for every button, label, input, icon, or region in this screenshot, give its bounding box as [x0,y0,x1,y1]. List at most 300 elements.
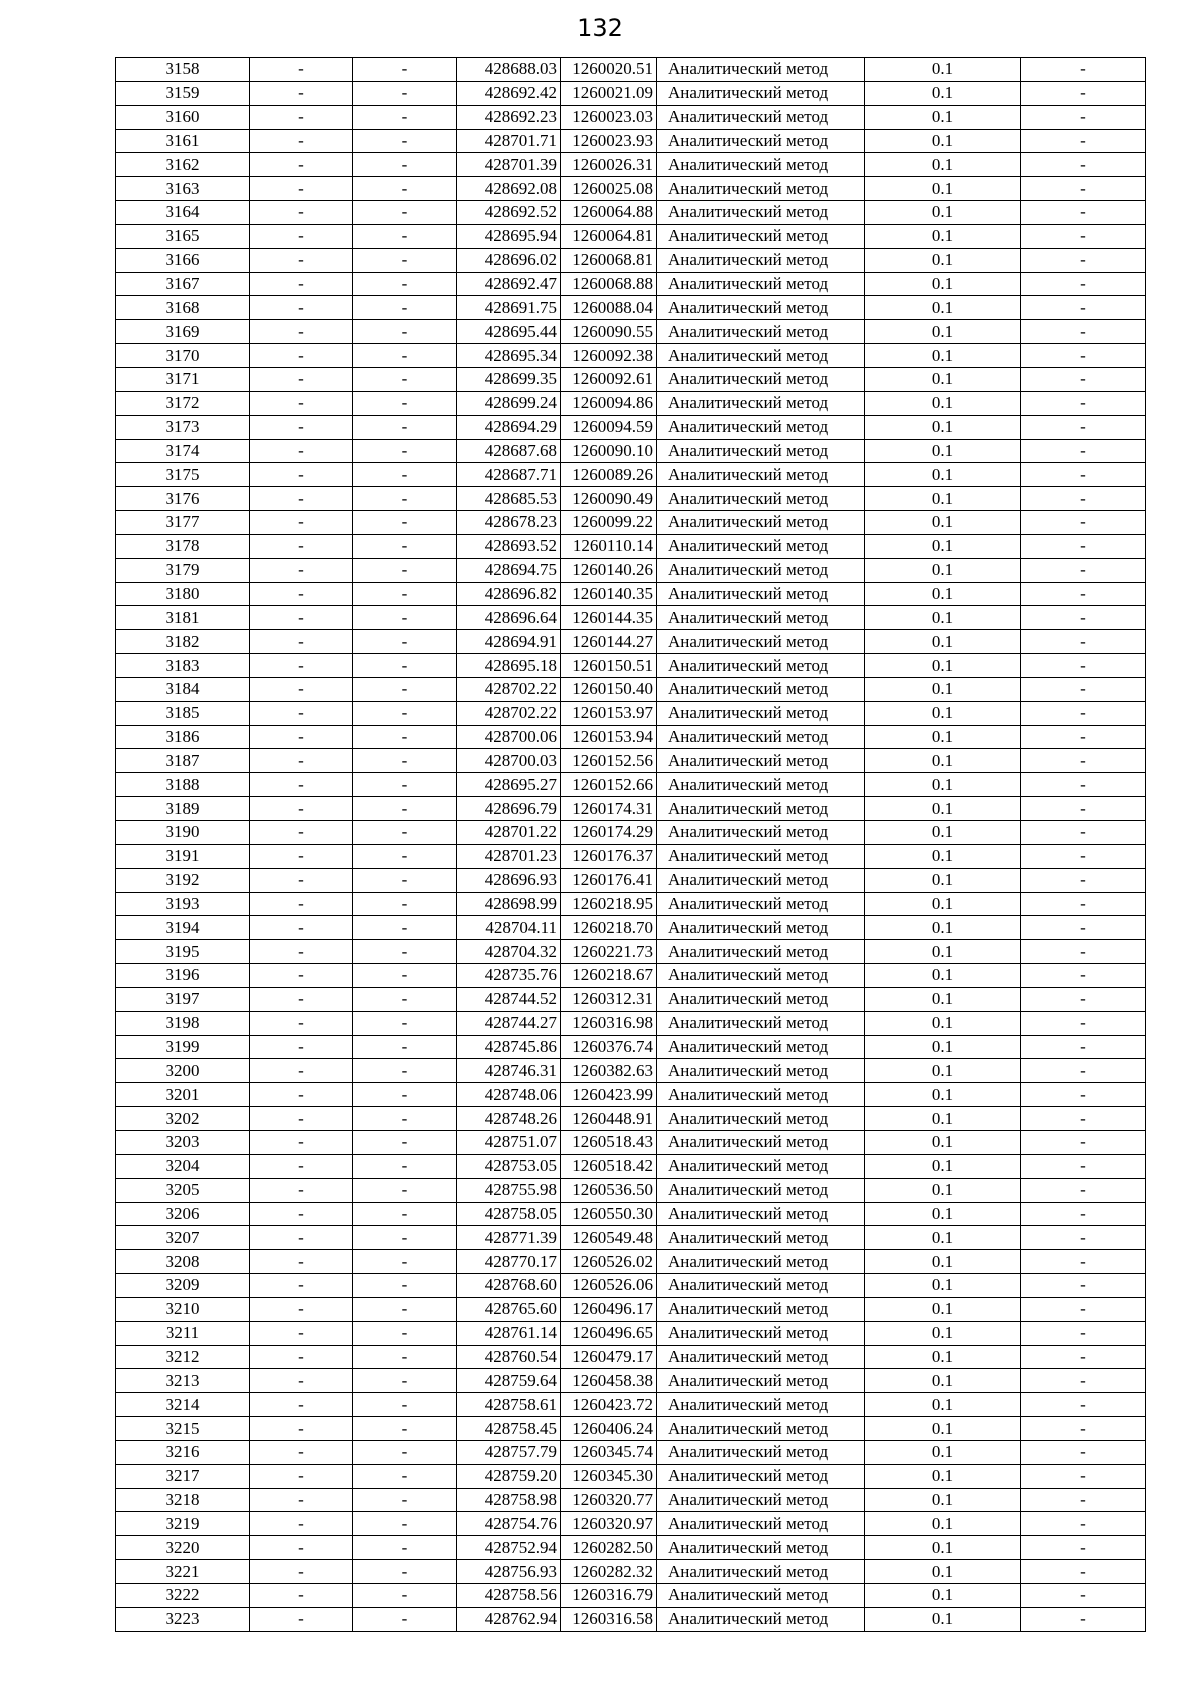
method-cell: Аналитический метод [657,1107,865,1131]
accuracy-cell: 0.1 [865,987,1021,1011]
accuracy-cell: 0.1 [865,1345,1021,1369]
accuracy-cell: 0.1 [865,868,1021,892]
table-row [116,320,1146,344]
note-cell: - [1021,630,1146,654]
coord-y-cell: 1260064.81 [561,224,657,248]
coord-y-cell: 1260406.24 [561,1417,657,1441]
point-number-cell: 3180 [116,582,250,606]
method-cell: Аналитический метод [657,201,865,225]
coord-y-cell: 1260140.26 [561,558,657,582]
coord-x-cell: 428755.98 [457,1178,561,1202]
point-number-cell: 3160 [116,105,250,129]
coord-x-cell: 428701.23 [457,844,561,868]
point-number-cell: 3182 [116,630,250,654]
coord-y-cell: 1260526.02 [561,1250,657,1274]
accuracy-cell: 0.1 [865,1250,1021,1274]
note-cell: - [1021,654,1146,678]
table-row [116,1369,1146,1393]
coord-y-cell: 1260176.37 [561,844,657,868]
coord-y-cell: 1260218.95 [561,892,657,916]
table-row [116,1464,1146,1488]
note-cell: - [1021,1226,1146,1250]
method-cell: Аналитический метод [657,1274,865,1298]
coord-x-cell: 428702.22 [457,677,561,701]
coord-y-cell: 1260218.70 [561,916,657,940]
method-cell: Аналитический метод [657,1154,865,1178]
accuracy-cell: 0.1 [865,1011,1021,1035]
coord-y-cell: 1260026.31 [561,153,657,177]
point-number-cell: 3178 [116,534,250,558]
note-cell: - [1021,177,1146,201]
coord-x-cell: 428759.64 [457,1369,561,1393]
coord-y-cell: 1260092.38 [561,344,657,368]
empty-cell-b: - [353,677,457,701]
table-row [116,1202,1146,1226]
empty-cell-a: - [250,1250,353,1274]
point-number-cell: 3163 [116,177,250,201]
point-number-cell: 3202 [116,1107,250,1131]
accuracy-cell: 0.1 [865,320,1021,344]
coord-x-cell: 428702.22 [457,701,561,725]
coord-x-cell: 428758.56 [457,1584,561,1608]
coord-x-cell: 428696.79 [457,797,561,821]
method-cell: Аналитический метод [657,1178,865,1202]
coord-x-cell: 428704.11 [457,916,561,940]
accuracy-cell: 0.1 [865,797,1021,821]
accuracy-cell: 0.1 [865,749,1021,773]
empty-cell-a: - [250,248,353,272]
table-row [116,1607,1146,1631]
point-number-cell: 3200 [116,1059,250,1083]
note-cell: - [1021,1393,1146,1417]
method-cell: Аналитический метод [657,415,865,439]
method-cell: Аналитический метод [657,1464,865,1488]
coord-y-cell: 1260025.08 [561,177,657,201]
accuracy-cell: 0.1 [865,844,1021,868]
method-cell: Аналитический метод [657,463,865,487]
note-cell: - [1021,1035,1146,1059]
accuracy-cell: 0.1 [865,272,1021,296]
table-row [116,701,1146,725]
note-cell: - [1021,534,1146,558]
point-number-cell: 3162 [116,153,250,177]
method-cell: Аналитический метод [657,749,865,773]
empty-cell-b: - [353,1202,457,1226]
empty-cell-b: - [353,511,457,535]
accuracy-cell: 0.1 [865,439,1021,463]
empty-cell-b: - [353,1035,457,1059]
method-cell: Аналитический метод [657,439,865,463]
coord-y-cell: 1260090.55 [561,320,657,344]
point-number-cell: 3193 [116,892,250,916]
empty-cell-b: - [353,1011,457,1035]
method-cell: Аналитический метод [657,177,865,201]
point-number-cell: 3176 [116,487,250,511]
note-cell: - [1021,367,1146,391]
point-number-cell: 3207 [116,1226,250,1250]
accuracy-cell: 0.1 [865,1154,1021,1178]
empty-cell-b: - [353,892,457,916]
coord-x-cell: 428744.52 [457,987,561,1011]
accuracy-cell: 0.1 [865,58,1021,82]
empty-cell-a: - [250,224,353,248]
empty-cell-b: - [353,964,457,988]
table-row [116,1035,1146,1059]
note-cell: - [1021,868,1146,892]
table-row [116,821,1146,845]
table-row [116,773,1146,797]
point-number-cell: 3174 [116,439,250,463]
note-cell: - [1021,81,1146,105]
accuracy-cell: 0.1 [865,892,1021,916]
table-row [116,1178,1146,1202]
coord-y-cell: 1260458.38 [561,1369,657,1393]
point-number-cell: 3186 [116,725,250,749]
accuracy-cell: 0.1 [865,606,1021,630]
coord-x-cell: 428704.32 [457,940,561,964]
empty-cell-a: - [250,1440,353,1464]
point-number-cell: 3187 [116,749,250,773]
coord-y-cell: 1260549.48 [561,1226,657,1250]
method-cell: Аналитический метод [657,1440,865,1464]
method-cell: Аналитический метод [657,606,865,630]
table-row [116,367,1146,391]
note-cell: - [1021,844,1146,868]
empty-cell-b: - [353,1560,457,1584]
point-number-cell: 3210 [116,1297,250,1321]
note-cell: - [1021,129,1146,153]
point-number-cell: 3184 [116,677,250,701]
empty-cell-a: - [250,1584,353,1608]
coord-x-cell: 428692.52 [457,201,561,225]
accuracy-cell: 0.1 [865,201,1021,225]
note-cell: - [1021,797,1146,821]
empty-cell-a: - [250,58,353,82]
coord-x-cell: 428765.60 [457,1297,561,1321]
empty-cell-a: - [250,1154,353,1178]
method-cell: Аналитический метод [657,1059,865,1083]
coord-x-cell: 428701.22 [457,821,561,845]
coord-y-cell: 1260221.73 [561,940,657,964]
note-cell: - [1021,153,1146,177]
table-row [116,463,1146,487]
accuracy-cell: 0.1 [865,1107,1021,1131]
accuracy-cell: 0.1 [865,1226,1021,1250]
note-cell: - [1021,201,1146,225]
empty-cell-b: - [353,1345,457,1369]
note-cell: - [1021,1321,1146,1345]
empty-cell-b: - [353,821,457,845]
note-cell: - [1021,1297,1146,1321]
table-row [116,81,1146,105]
coord-y-cell: 1260153.94 [561,725,657,749]
empty-cell-b: - [353,1536,457,1560]
empty-cell-b: - [353,153,457,177]
point-number-cell: 3205 [116,1178,250,1202]
note-cell: - [1021,58,1146,82]
coord-y-cell: 1260423.99 [561,1083,657,1107]
point-number-cell: 3188 [116,773,250,797]
coord-y-cell: 1260282.32 [561,1560,657,1584]
method-cell: Аналитический метод [657,654,865,678]
point-number-cell: 3167 [116,272,250,296]
method-cell: Аналитический метод [657,701,865,725]
table-row [116,105,1146,129]
point-number-cell: 3220 [116,1536,250,1560]
note-cell: - [1021,821,1146,845]
point-number-cell: 3185 [116,701,250,725]
empty-cell-b: - [353,1512,457,1536]
point-number-cell: 3189 [116,797,250,821]
method-cell: Аналитический метод [657,1560,865,1584]
point-number-cell: 3177 [116,511,250,535]
empty-cell-b: - [353,129,457,153]
note-cell: - [1021,1512,1146,1536]
empty-cell-b: - [353,296,457,320]
empty-cell-a: - [250,1059,353,1083]
empty-cell-b: - [353,463,457,487]
coord-y-cell: 1260345.74 [561,1440,657,1464]
table-row [116,272,1146,296]
method-cell: Аналитический метод [657,1297,865,1321]
empty-cell-a: - [250,367,353,391]
table-row [116,1130,1146,1154]
point-number-cell: 3218 [116,1488,250,1512]
point-number-cell: 3203 [116,1130,250,1154]
coord-y-cell: 1260536.50 [561,1178,657,1202]
point-number-cell: 3195 [116,940,250,964]
coord-x-cell: 428695.27 [457,773,561,797]
coord-y-cell: 1260092.61 [561,367,657,391]
coord-y-cell: 1260218.67 [561,964,657,988]
point-number-cell: 3196 [116,964,250,988]
coord-y-cell: 1260152.56 [561,749,657,773]
empty-cell-b: - [353,1488,457,1512]
accuracy-cell: 0.1 [865,701,1021,725]
coord-y-cell: 1260320.97 [561,1512,657,1536]
coord-x-cell: 428698.99 [457,892,561,916]
empty-cell-b: - [353,1297,457,1321]
table-row [116,1440,1146,1464]
coord-x-cell: 428757.79 [457,1440,561,1464]
point-number-cell: 3197 [116,987,250,1011]
empty-cell-b: - [353,844,457,868]
empty-cell-b: - [353,987,457,1011]
method-cell: Аналитический метод [657,248,865,272]
method-cell: Аналитический метод [657,367,865,391]
coord-y-cell: 1260140.35 [561,582,657,606]
empty-cell-b: - [353,868,457,892]
note-cell: - [1021,320,1146,344]
coord-y-cell: 1260282.50 [561,1536,657,1560]
coord-y-cell: 1260312.31 [561,987,657,1011]
empty-cell-b: - [353,1440,457,1464]
point-number-cell: 3216 [116,1440,250,1464]
table-row [116,534,1146,558]
method-cell: Аналитический метод [657,630,865,654]
method-cell: Аналитический метод [657,58,865,82]
coord-x-cell: 428752.94 [457,1536,561,1560]
point-number-cell: 3214 [116,1393,250,1417]
table-row [116,1393,1146,1417]
note-cell: - [1021,1369,1146,1393]
table-row [116,248,1146,272]
coord-x-cell: 428694.91 [457,630,561,654]
method-cell: Аналитический метод [657,1035,865,1059]
empty-cell-b: - [353,654,457,678]
coord-x-cell: 428687.71 [457,463,561,487]
method-cell: Аналитический метод [657,391,865,415]
coord-y-cell: 1260518.43 [561,1130,657,1154]
empty-cell-a: - [250,606,353,630]
point-number-cell: 3181 [116,606,250,630]
coord-y-cell: 1260153.97 [561,701,657,725]
accuracy-cell: 0.1 [865,1321,1021,1345]
coord-x-cell: 428758.98 [457,1488,561,1512]
empty-cell-a: - [250,558,353,582]
point-number-cell: 3179 [116,558,250,582]
method-cell: Аналитический метод [657,1584,865,1608]
coord-y-cell: 1260174.31 [561,797,657,821]
coord-y-cell: 1260550.30 [561,1202,657,1226]
empty-cell-a: - [250,821,353,845]
point-number-cell: 3191 [116,844,250,868]
method-cell: Аналитический метод [657,964,865,988]
accuracy-cell: 0.1 [865,1369,1021,1393]
coord-x-cell: 428768.60 [457,1274,561,1298]
method-cell: Аналитический метод [657,1250,865,1274]
point-number-cell: 3215 [116,1417,250,1441]
accuracy-cell: 0.1 [865,1059,1021,1083]
empty-cell-a: - [250,797,353,821]
accuracy-cell: 0.1 [865,463,1021,487]
note-cell: - [1021,964,1146,988]
accuracy-cell: 0.1 [865,511,1021,535]
table-row [116,868,1146,892]
empty-cell-a: - [250,749,353,773]
coord-y-cell: 1260150.40 [561,677,657,701]
coord-y-cell: 1260320.77 [561,1488,657,1512]
coord-x-cell: 428692.47 [457,272,561,296]
note-cell: - [1021,391,1146,415]
table-row [116,487,1146,511]
note-cell: - [1021,248,1146,272]
method-cell: Аналитический метод [657,534,865,558]
method-cell: Аналитический метод [657,81,865,105]
empty-cell-a: - [250,892,353,916]
point-number-cell: 3221 [116,1560,250,1584]
point-number-cell: 3190 [116,821,250,845]
note-cell: - [1021,916,1146,940]
table-row [116,844,1146,868]
accuracy-cell: 0.1 [865,1440,1021,1464]
empty-cell-a: - [250,1512,353,1536]
table-row [116,511,1146,535]
method-cell: Аналитический метод [657,1417,865,1441]
empty-cell-b: - [353,534,457,558]
coord-x-cell: 428678.23 [457,511,561,535]
empty-cell-a: - [250,1226,353,1250]
accuracy-cell: 0.1 [865,940,1021,964]
empty-cell-a: - [250,320,353,344]
method-cell: Аналитический метод [657,558,865,582]
coord-x-cell: 428700.06 [457,725,561,749]
empty-cell-a: - [250,868,353,892]
coord-y-cell: 1260518.42 [561,1154,657,1178]
coord-y-cell: 1260144.35 [561,606,657,630]
coord-x-cell: 428693.52 [457,534,561,558]
coord-x-cell: 428691.75 [457,296,561,320]
empty-cell-a: - [250,916,353,940]
method-cell: Аналитический метод [657,1393,865,1417]
coordinates-table [115,57,1146,1632]
empty-cell-a: - [250,1369,353,1393]
note-cell: - [1021,224,1146,248]
empty-cell-a: - [250,582,353,606]
method-cell: Аналитический метод [657,487,865,511]
method-cell: Аналитический метод [657,844,865,868]
note-cell: - [1021,296,1146,320]
empty-cell-b: - [353,248,457,272]
accuracy-cell: 0.1 [865,1178,1021,1202]
empty-cell-a: - [250,463,353,487]
empty-cell-b: - [353,1584,457,1608]
empty-cell-a: - [250,439,353,463]
method-cell: Аналитический метод [657,1369,865,1393]
coord-x-cell: 428753.05 [457,1154,561,1178]
coord-y-cell: 1260152.66 [561,773,657,797]
accuracy-cell: 0.1 [865,487,1021,511]
coord-x-cell: 428758.45 [457,1417,561,1441]
point-number-cell: 3198 [116,1011,250,1035]
empty-cell-a: - [250,1011,353,1035]
table-row [116,654,1146,678]
note-cell: - [1021,1488,1146,1512]
empty-cell-b: - [353,773,457,797]
empty-cell-a: - [250,153,353,177]
method-cell: Аналитический метод [657,1226,865,1250]
method-cell: Аналитический метод [657,677,865,701]
accuracy-cell: 0.1 [865,248,1021,272]
empty-cell-b: - [353,582,457,606]
empty-cell-a: - [250,1536,353,1560]
empty-cell-a: - [250,1488,353,1512]
coord-y-cell: 1260479.17 [561,1345,657,1369]
note-cell: - [1021,272,1146,296]
empty-cell-b: - [353,1274,457,1298]
empty-cell-b: - [353,344,457,368]
method-cell: Аналитический метод [657,940,865,964]
accuracy-cell: 0.1 [865,534,1021,558]
table-row [116,1154,1146,1178]
coord-y-cell: 1260023.93 [561,129,657,153]
empty-cell-b: - [353,701,457,725]
coord-x-cell: 428694.29 [457,415,561,439]
empty-cell-a: - [250,1560,353,1584]
accuracy-cell: 0.1 [865,1464,1021,1488]
method-cell: Аналитический метод [657,511,865,535]
empty-cell-b: - [353,1369,457,1393]
table-row [116,201,1146,225]
method-cell: Аналитический метод [657,773,865,797]
empty-cell-a: - [250,1345,353,1369]
method-cell: Аналитический метод [657,725,865,749]
empty-cell-b: - [353,201,457,225]
note-cell: - [1021,1440,1146,1464]
accuracy-cell: 0.1 [865,1130,1021,1154]
table-row [116,58,1146,82]
accuracy-cell: 0.1 [865,654,1021,678]
